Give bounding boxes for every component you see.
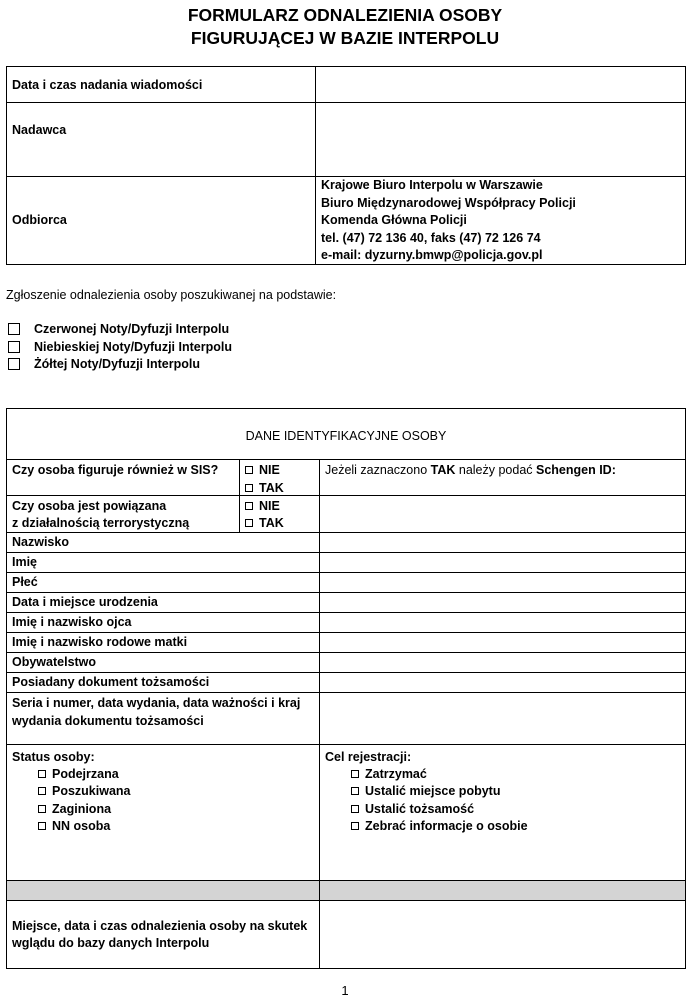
checkbox-icon <box>351 805 359 813</box>
mother-field[interactable] <box>320 633 685 652</box>
page-number: 1 <box>341 983 349 998</box>
recipient-line: Biuro Międzynarodowej Współpracy Policji <box>321 196 576 210</box>
status-label: Status osoby: <box>12 750 95 764</box>
blue-notice-label: Niebieskiej Noty/Dyfuzji Interpolu <box>34 340 232 354</box>
mother-label: Imię i nazwisko rodowe matki <box>12 635 188 649</box>
checkbox-icon <box>245 502 253 510</box>
checkbox-icon <box>38 770 46 778</box>
purpose-option[interactable] <box>351 817 528 835</box>
recipient-line: Krajowe Biuro Interpolu w Warszawie <box>321 178 543 192</box>
blue-notice-checkbox[interactable] <box>8 341 20 353</box>
birth-label: Data i miejsce urodzenia <box>12 595 158 609</box>
title-line-2: FIGURUJĄCEJ W BAZIE INTERPOLU <box>190 28 500 48</box>
birth-field[interactable] <box>320 593 685 612</box>
sender-field[interactable] <box>316 103 685 176</box>
purpose-option-label: Ustalić tożsamość <box>365 802 475 816</box>
id-document-label: Posiadany dokument tożsamości <box>12 675 210 689</box>
terror-question-line-2: z działalnością terrorystyczną <box>12 516 190 530</box>
purpose-option-label: Zebrać informacje o osobie <box>365 819 528 833</box>
recipient-line: tel. (47) 72 136 40, faks (47) 72 126 74 <box>321 231 541 245</box>
status-option-label: Poszukiwana <box>52 784 131 798</box>
schengen-tak: TAK <box>430 463 456 477</box>
purpose-option-label: Ustalić miejsce pobytu <box>365 784 501 798</box>
document-details-line-2: wydania dokumentu tożsamości <box>12 714 204 728</box>
checkbox-icon <box>351 822 359 830</box>
recipient-label: Odbiorca <box>12 213 67 227</box>
found-location-line-2: wglądu do bazy danych Interpolu <box>12 936 210 950</box>
sex-label: Płeć <box>12 575 38 589</box>
terror-question-line-1: Czy osoba jest powiązana <box>12 499 167 513</box>
sis-question: Czy osoba figuruje również w SIS? <box>12 463 219 477</box>
status-option-label: Podejrzana <box>52 767 119 781</box>
father-field[interactable] <box>320 613 685 632</box>
sis-no-label: NIE <box>259 463 280 477</box>
separator-row <box>7 881 685 900</box>
datetime-field[interactable] <box>316 67 685 102</box>
terror-yes-label: TAK <box>259 516 284 530</box>
first-name-label: Imię <box>12 555 38 569</box>
found-location-field[interactable] <box>320 901 685 968</box>
red-notice-label: Czerwonej Noty/Dyfuzji Interpolu <box>34 322 230 336</box>
document-details-field[interactable] <box>320 693 685 744</box>
found-location-line-1: Miejsce, data i czas odnalezienia osoby na skutek <box>12 919 308 933</box>
yes-no-column-divider <box>239 459 240 532</box>
purpose-option-label: Zatrzymać <box>365 767 427 781</box>
checkbox-icon <box>38 805 46 813</box>
identification-header <box>6 427 686 445</box>
identification-header-text: DANE IDENTYFIKACYJNE OSOBY <box>245 429 447 443</box>
surname-field[interactable] <box>320 533 685 552</box>
red-notice-checkbox[interactable] <box>8 323 20 335</box>
terror-no-label: NIE <box>259 499 280 513</box>
purpose-option[interactable] <box>351 765 427 783</box>
schengen-prefix: Jeżeli zaznaczono <box>325 463 431 477</box>
sis-yes-option[interactable] <box>245 479 284 497</box>
row-line <box>6 744 686 745</box>
status-option-label: Zaginiona <box>52 802 112 816</box>
checkbox-icon <box>351 770 359 778</box>
checkbox-icon <box>245 519 253 527</box>
checkbox-icon <box>351 787 359 795</box>
row-line <box>6 495 686 496</box>
schengen-mid: należy podać <box>455 463 536 477</box>
terror-no-option[interactable] <box>245 497 280 515</box>
row-line <box>6 459 686 460</box>
checkbox-icon <box>245 484 253 492</box>
status-option[interactable] <box>38 800 111 818</box>
recipient-line: e-mail: dyzurny.bmwp@policja.gov.pl <box>321 248 543 262</box>
citizenship-label: Obywatelstwo <box>12 655 97 669</box>
status-option[interactable] <box>38 765 119 783</box>
yellow-notice-label: Żółtej Noty/Dyfuzji Interpolu <box>34 357 200 371</box>
document-title <box>0 4 690 50</box>
first-name-field[interactable] <box>320 553 685 572</box>
sex-field[interactable] <box>320 573 685 592</box>
datetime-label: Data i czas nadania wiadomości <box>12 78 203 92</box>
checkbox-icon <box>38 787 46 795</box>
recipient-line: Komenda Główna Policji <box>321 213 467 227</box>
surname-label: Nazwisko <box>12 535 69 549</box>
sis-no-option[interactable] <box>245 461 280 479</box>
schengen-note <box>325 461 616 479</box>
purpose-label: Cel rejestracji: <box>325 750 412 764</box>
checkbox-icon <box>245 466 253 474</box>
title-line-1: FORMULARZ ODNALEZIENIA OSOBY <box>187 5 503 25</box>
purpose-option[interactable] <box>351 800 474 818</box>
citizenship-field[interactable] <box>320 653 685 672</box>
sis-yes-label: TAK <box>259 481 284 495</box>
terror-yes-option[interactable] <box>245 514 284 532</box>
schengen-id-label: Schengen ID: <box>536 463 616 477</box>
document-details-line-1: Seria i numer, data wydania, data ważności i kraj <box>12 696 301 710</box>
father-label: Imię i nazwisko ojca <box>12 615 132 629</box>
basis-intro: Zgłoszenie odnalezienia osoby poszukiwanej na podstawie: <box>6 288 337 302</box>
status-option[interactable] <box>38 782 131 800</box>
purpose-option[interactable] <box>351 782 500 800</box>
yellow-notice-checkbox[interactable] <box>8 358 20 370</box>
status-option-label: NN osoba <box>52 819 111 833</box>
sender-label: Nadawca <box>12 123 67 137</box>
status-option[interactable] <box>38 817 110 835</box>
id-document-field[interactable] <box>320 673 685 692</box>
checkbox-icon <box>38 822 46 830</box>
